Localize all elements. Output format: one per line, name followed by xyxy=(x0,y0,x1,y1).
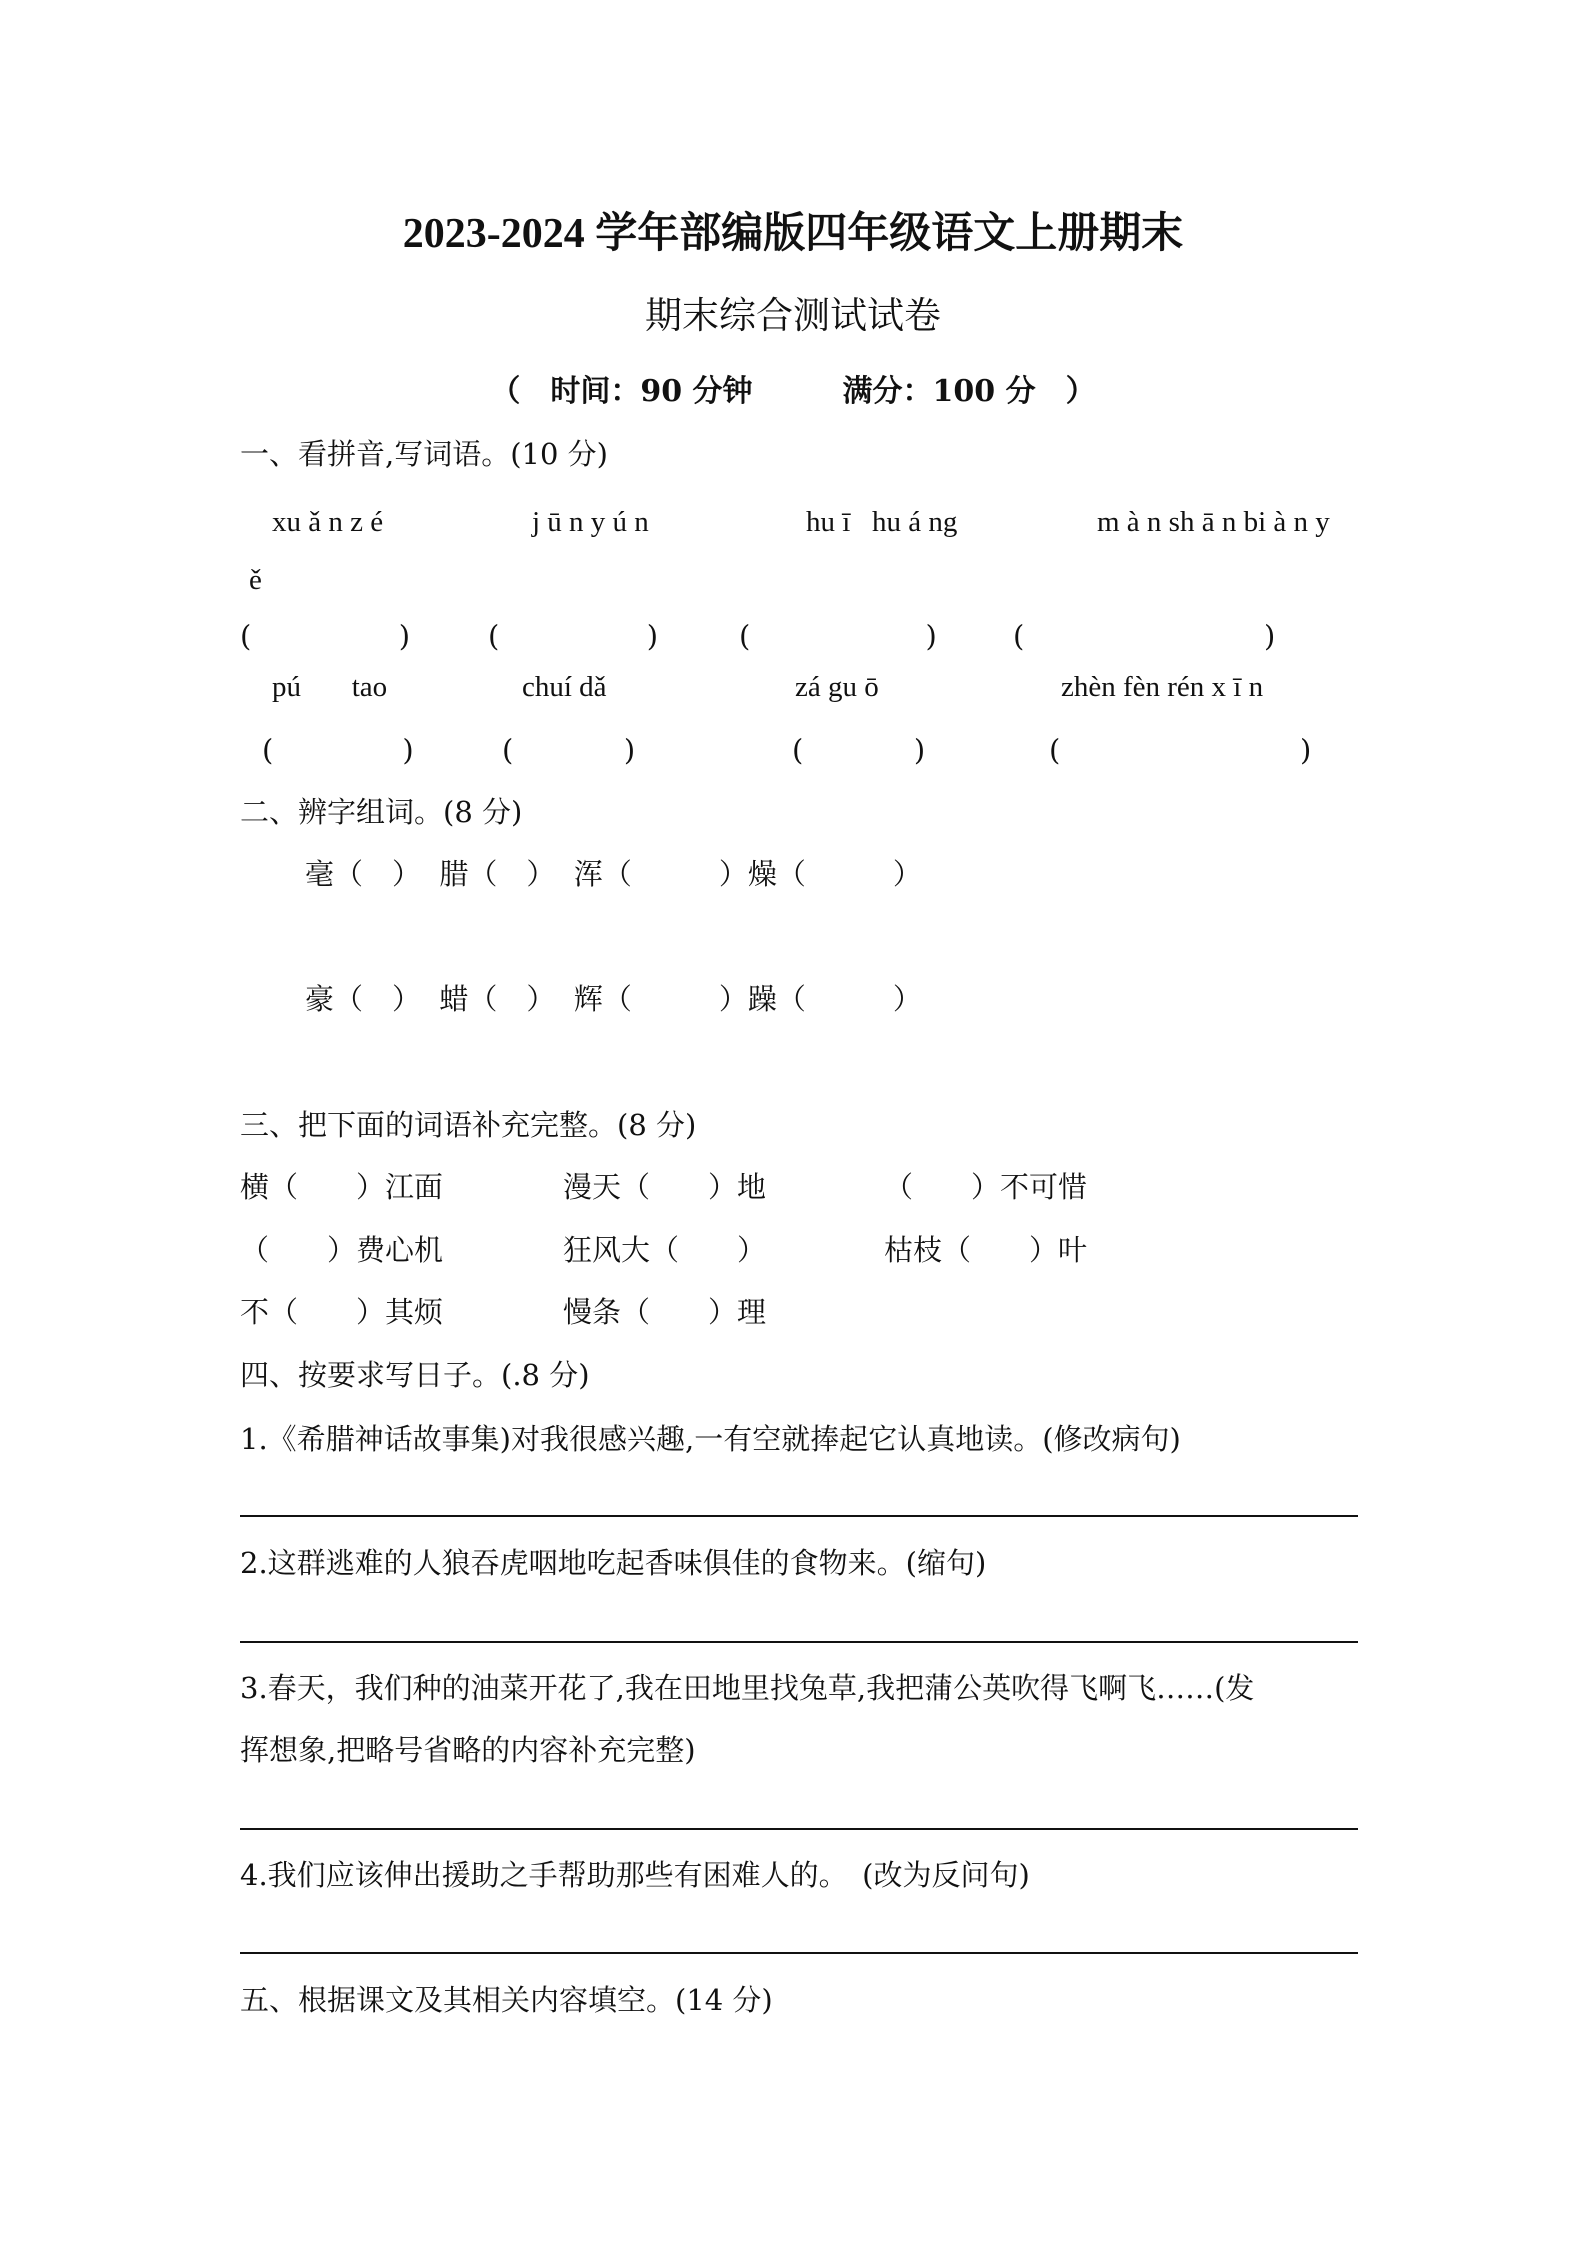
q1-answer-blank-4[interactable]: ( ) xyxy=(1013,619,1276,653)
document-subtitle: 期末综合测试试卷 xyxy=(645,294,941,337)
q3-item-8: 慢条（ ）理 xyxy=(563,1295,767,1329)
q1-answer-blank-7[interactable]: ( ) xyxy=(792,733,926,767)
q1-answer-blank-5[interactable]: ( ) xyxy=(262,733,414,767)
q1-pinyin-5: pú tao xyxy=(272,671,388,703)
q4-heading: 四、按要求写日子。(.8 分) xyxy=(240,1358,590,1392)
q1-pinyin-4: m à n sh ā n bi à n y xyxy=(1097,506,1330,538)
q4-item-2: 2.这群逃难的人狼吞虎咽地吃起香味俱佳的食物来。(缩句) xyxy=(240,1546,987,1580)
q1-answer-blank-2[interactable]: ( ) xyxy=(488,619,659,653)
exam-time-score: （ 时间：90 分钟 满分：100 分 ） xyxy=(490,374,1096,409)
q4-item-1: 1.《希腊神话故事集)对我很感兴趣,一有空就捧起它认真地读。(修改病句) xyxy=(240,1422,1181,1456)
q3-item-7: 不（ ）其烦 xyxy=(240,1295,444,1329)
q4-item-4: 4.我们应该伸出援助之手帮助那些有困难人的。 (改为反问句) xyxy=(240,1858,1030,1892)
q3-item-2: 漫天（ ）地 xyxy=(563,1170,767,1204)
q4-answer-line-4[interactable] xyxy=(240,1952,1358,1954)
q1-pinyin-2: j ū n y ú n xyxy=(532,506,649,538)
q1-pinyin-8: zhèn fèn rén x ī n xyxy=(1061,671,1264,703)
q4-item-3-cont: 挥想象,把略号省略的内容补充完整) xyxy=(240,1733,696,1767)
q1-pinyin-1: xu ǎ n z é xyxy=(272,506,384,538)
q1-pinyin-6: chuí dǎ xyxy=(522,671,607,703)
q1-answer-blank-3[interactable]: ( ) xyxy=(739,619,937,653)
q1-answer-blank-1[interactable]: ( ) xyxy=(240,619,411,653)
q1-pinyin-3: hu ī hu á ng xyxy=(806,506,958,538)
q4-item-3: 3.春天，我们种的油菜开花了,我在田地里找兔草,我把蒲公英吹得飞啊飞……(发 xyxy=(240,1671,1255,1705)
q1-pinyin-4-wrap: ě xyxy=(249,564,262,596)
q3-item-6: 枯枝（ ）叶 xyxy=(884,1233,1088,1267)
q3-item-3: （ ）不可惜 xyxy=(884,1170,1088,1204)
q2-heading: 二、辨字组词。(8 分) xyxy=(240,795,523,829)
q5-heading: 五、根据课文及其相关内容填空。(14 分) xyxy=(240,1983,773,2017)
q3-item-1: 横（ ）江面 xyxy=(240,1170,444,1204)
q2-row-2: 豪（ ） 蜡（ ） 辉（ ）躁（ ） xyxy=(305,982,922,1016)
q1-heading: 一、看拼音,写词语。(10 分) xyxy=(240,437,608,471)
document-title: 2023-2024 学年部编版四年级语文上册期末 xyxy=(402,211,1184,257)
q1-answer-blank-6[interactable]: ( ) xyxy=(502,733,636,767)
q1-answer-blank-8[interactable]: ( ) xyxy=(1049,733,1312,767)
q2-row-1: 毫（ ） 腊（ ） 浑（ ）燥（ ） xyxy=(305,857,922,891)
q4-answer-line-2[interactable] xyxy=(240,1641,1358,1643)
q3-heading: 三、把下面的词语补充完整。(8 分) xyxy=(240,1108,697,1142)
q3-item-4: （ ）费心机 xyxy=(240,1233,444,1267)
q3-item-5: 狂风大（ ） xyxy=(563,1233,767,1267)
q4-answer-line-3[interactable] xyxy=(240,1828,1358,1830)
q4-answer-line-1[interactable] xyxy=(240,1515,1358,1517)
q1-pinyin-7: zá gu ō xyxy=(795,671,879,703)
